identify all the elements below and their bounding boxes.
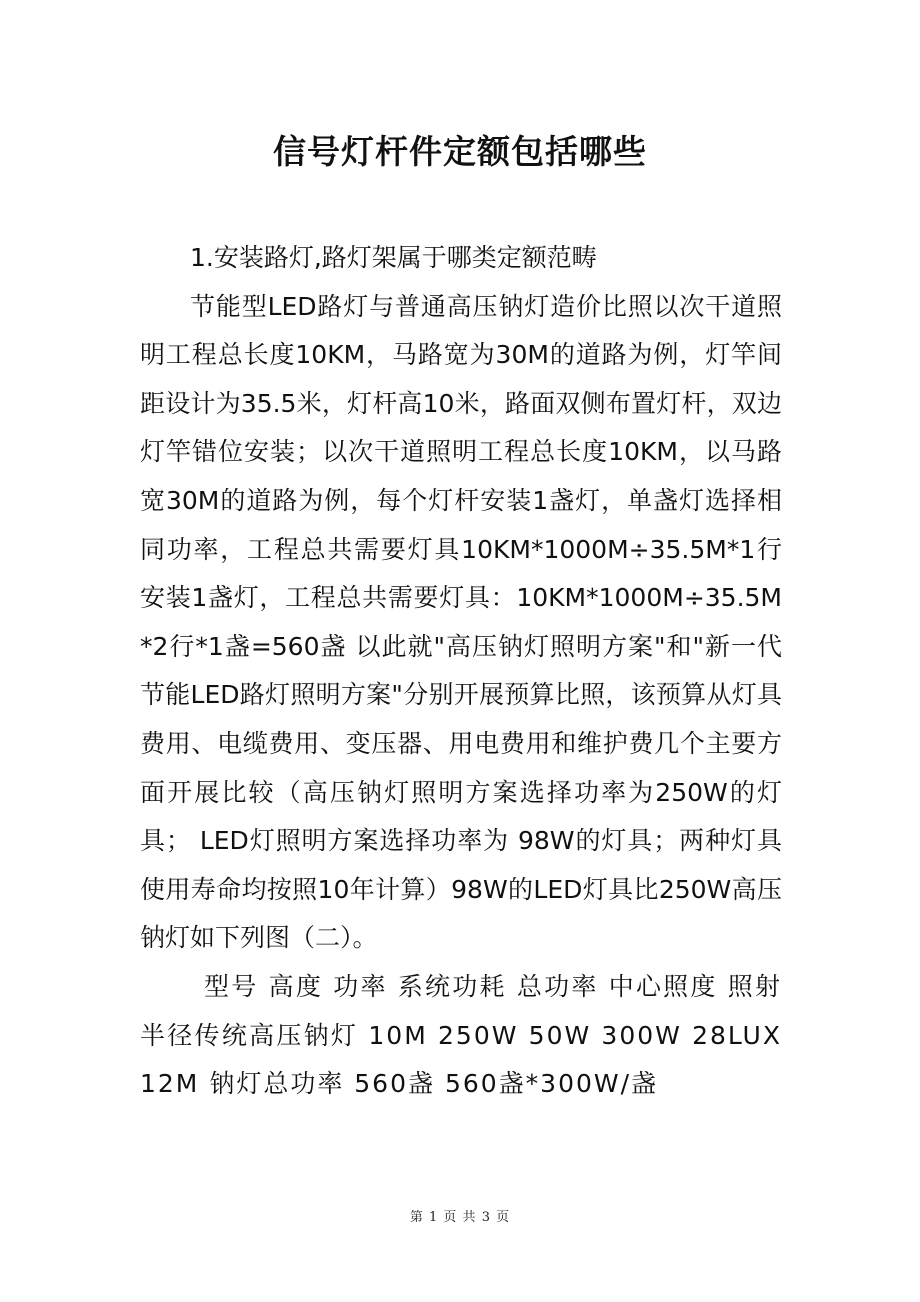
body-paragraph: 节能型LED路灯与普通高压钠灯造价比照以次干道照明工程总长度10KM，马路宽为30M的道路为例，灯竿间距设计为35.5米，灯杆高10米，路面双侧布置灯杆，双边灯竿错位安装；以次干道照明工程总长度10KM，以马路宽30M的道路为例，每个灯杆安装1盏灯，单盏灯选择相同功率，工程总共需要灯具10KM*1000M÷35.5M*1行安装1盏灯，工程总共需要灯具：10KM*1000M÷35.5M*2行*1盏=560盏 以此就"高压钠灯照明方案"和"新一代节能LED路灯照明方案"分别开展预算比照，该预算从灯具费用、电缆费用、变压器、用电费用和维护费几个主要方面开展比较（高压钠灯照明方案选择功率为250W的灯具； LED灯照明方案选择功率为 98W的灯具；两种灯具使用寿命均按照10年计算）98W的LED灯具比250W高压钠灯如下列图（二）。	[140, 291, 782, 953]
page-number: 第 1 页 共 3 页	[409, 1210, 511, 1225]
section-heading: 1.安装路灯,路灯架属于哪类定额范畴	[190, 243, 597, 272]
document-title: 信号灯杆件定额包括哪些	[273, 132, 647, 171]
table-text-paragraph: 型号 高度 功率 系统功耗 总功率 中心照度 照射半径传统高压钠灯 10M 250W 50W 300W 28LUX 12M 钠灯总功率 560盏 560盏*300W/盏	[140, 971, 782, 1099]
document-body	[140, 234, 782, 1109]
